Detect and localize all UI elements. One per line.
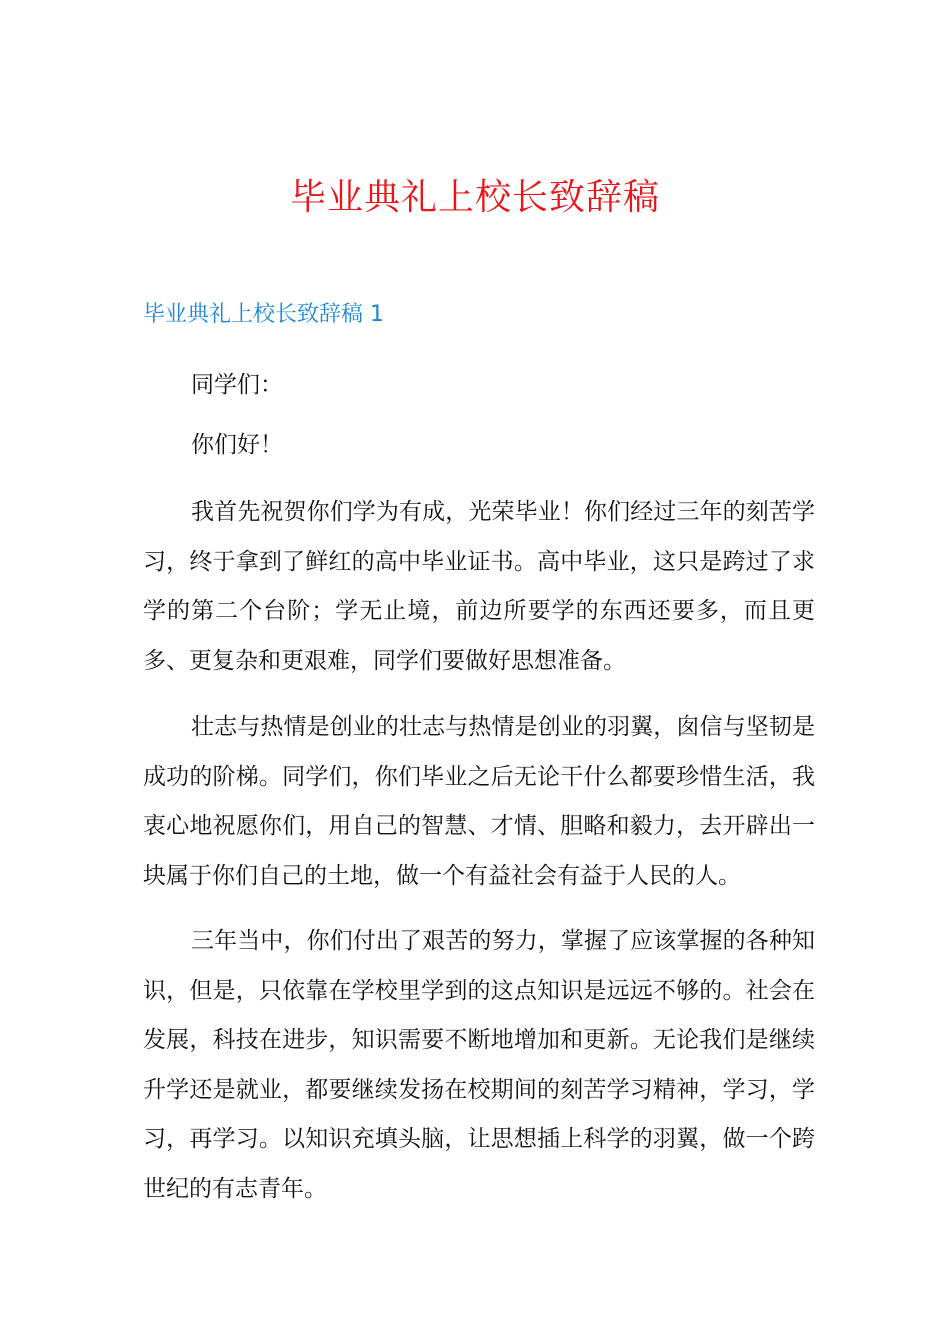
greeting-line: 同学们： — [191, 372, 283, 398]
body-paragraph: 壮志与热情是创业的壮志与热情是创业的羽翼，囱信与坚韧是成功的阶梯。同学们，你们毕业之后无论干什么都要珍惜生活，我衷心地祝愿你们，用自己的智慧、才情、胆略和毅力，去开辟出一块属于你们自己的土地，做一个有益社会有益于人民的人。 — [143, 714, 815, 889]
body-paragraph: 三年当中，你们付出了艰苦的努力，掌握了应该掌握的各种知识，但是，只依靠在学校里学到的这点知识是远远不够的。社会在发展，科技在进步，知识需要不断地增加和更新。无论我们是继续升学还是就业，都要继续发扬在校期间的刻苦学习精神，学习，学习，再学习。以知识充填头脑，让思想插上科学的羽翼，做一个跨世纪的有志青年。 — [143, 928, 815, 1202]
section-heading: 毕业典礼上校长致辞稿 1 — [143, 302, 384, 327]
salutation-line: 你们好！ — [191, 432, 283, 458]
body-paragraph: 我首先祝贺你们学为有成，光荣毕业！你们经过三年的刻苦学习，终于拿到了鲜红的高中毕业证书。高中毕业，这只是跨过了求学的第二个台阶；学无止境，前边所要学的东西还要多，而且更多、更复杂和更艰难，同学们要做好思想准备。 — [143, 499, 815, 674]
document-title: 毕业典礼上校长致辞稿 — [289, 177, 660, 218]
